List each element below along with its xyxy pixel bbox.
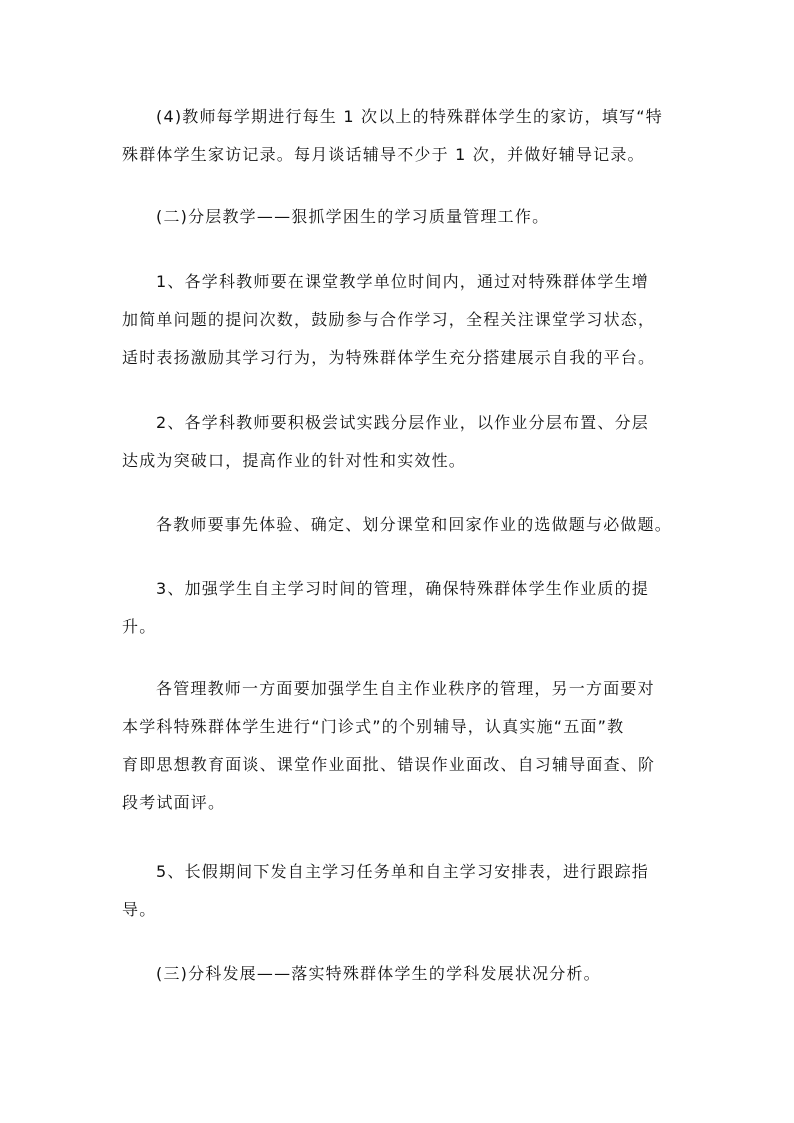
paragraph-item-3 [122, 570, 682, 646]
text-line: 1、各学科教师要在课堂教学单位时间内，通过对特殊群体学生增 [156, 272, 649, 291]
paragraph-item-1 [122, 263, 682, 377]
paragraph-teacher-preparation [122, 506, 682, 544]
text-line: 适时表扬激励其学习行为，为特殊群体学生充分搭建展示自我的平台。 [122, 348, 656, 367]
text-line: (二)分层教学——狠抓学困生的学习质量管理工作。 [156, 207, 550, 226]
text-line: 各教师要事先体验、确定、划分课堂和回家作业的选做题与必做题。 [156, 515, 673, 534]
text-line: 3、加强学生自主学习时间的管理，确保特殊群体学生作业质的提 [156, 579, 649, 598]
text-line: 育即思想教育面谈、课堂作业面批、错误作业面改、自习辅导面查、阶 [122, 755, 656, 774]
text-line: 各管理教师一方面要加强学生自主作业秩序的管理，另一方面要对 [156, 679, 655, 698]
paragraph-management-teachers [122, 670, 682, 822]
paragraph-item-5 [122, 853, 682, 929]
paragraph-home-visit [122, 98, 682, 174]
section-heading-layered-teaching [122, 198, 682, 236]
text-line: 升。 [122, 617, 157, 636]
text-line: (4)教师每学期进行每生 1 次以上的特殊群体学生的家访，填写“特 [156, 107, 663, 126]
text-line: 导。 [122, 900, 157, 919]
text-line: (三)分科发展——落实特殊群体学生的学科发展状况分析。 [156, 964, 601, 983]
paragraph-item-2 [122, 404, 682, 480]
text-line: 5、长假期间下发自主学习任务单和自主学习安排表，进行跟踪指 [156, 862, 649, 881]
text-line: 殊群体学生家访记录。每月谈话辅导不少于 1 次，并做好辅导记录。 [122, 145, 645, 164]
text-line: 达成为突破口，提高作业的针对性和实效性。 [122, 451, 467, 470]
text-line: 2、各学科教师要积极尝试实践分层作业，以作业分层布置、分层 [156, 413, 649, 432]
text-line: 加简单问题的提问次数，鼓励参与合作学习，全程关注课堂学习状态， [122, 310, 656, 329]
section-heading-subject-development [122, 955, 682, 993]
text-line: 段考试面评。 [122, 793, 226, 812]
text-line: 本学科特殊群体学生进行“门诊式”的个别辅导，认真实施“五面”教 [122, 717, 625, 736]
